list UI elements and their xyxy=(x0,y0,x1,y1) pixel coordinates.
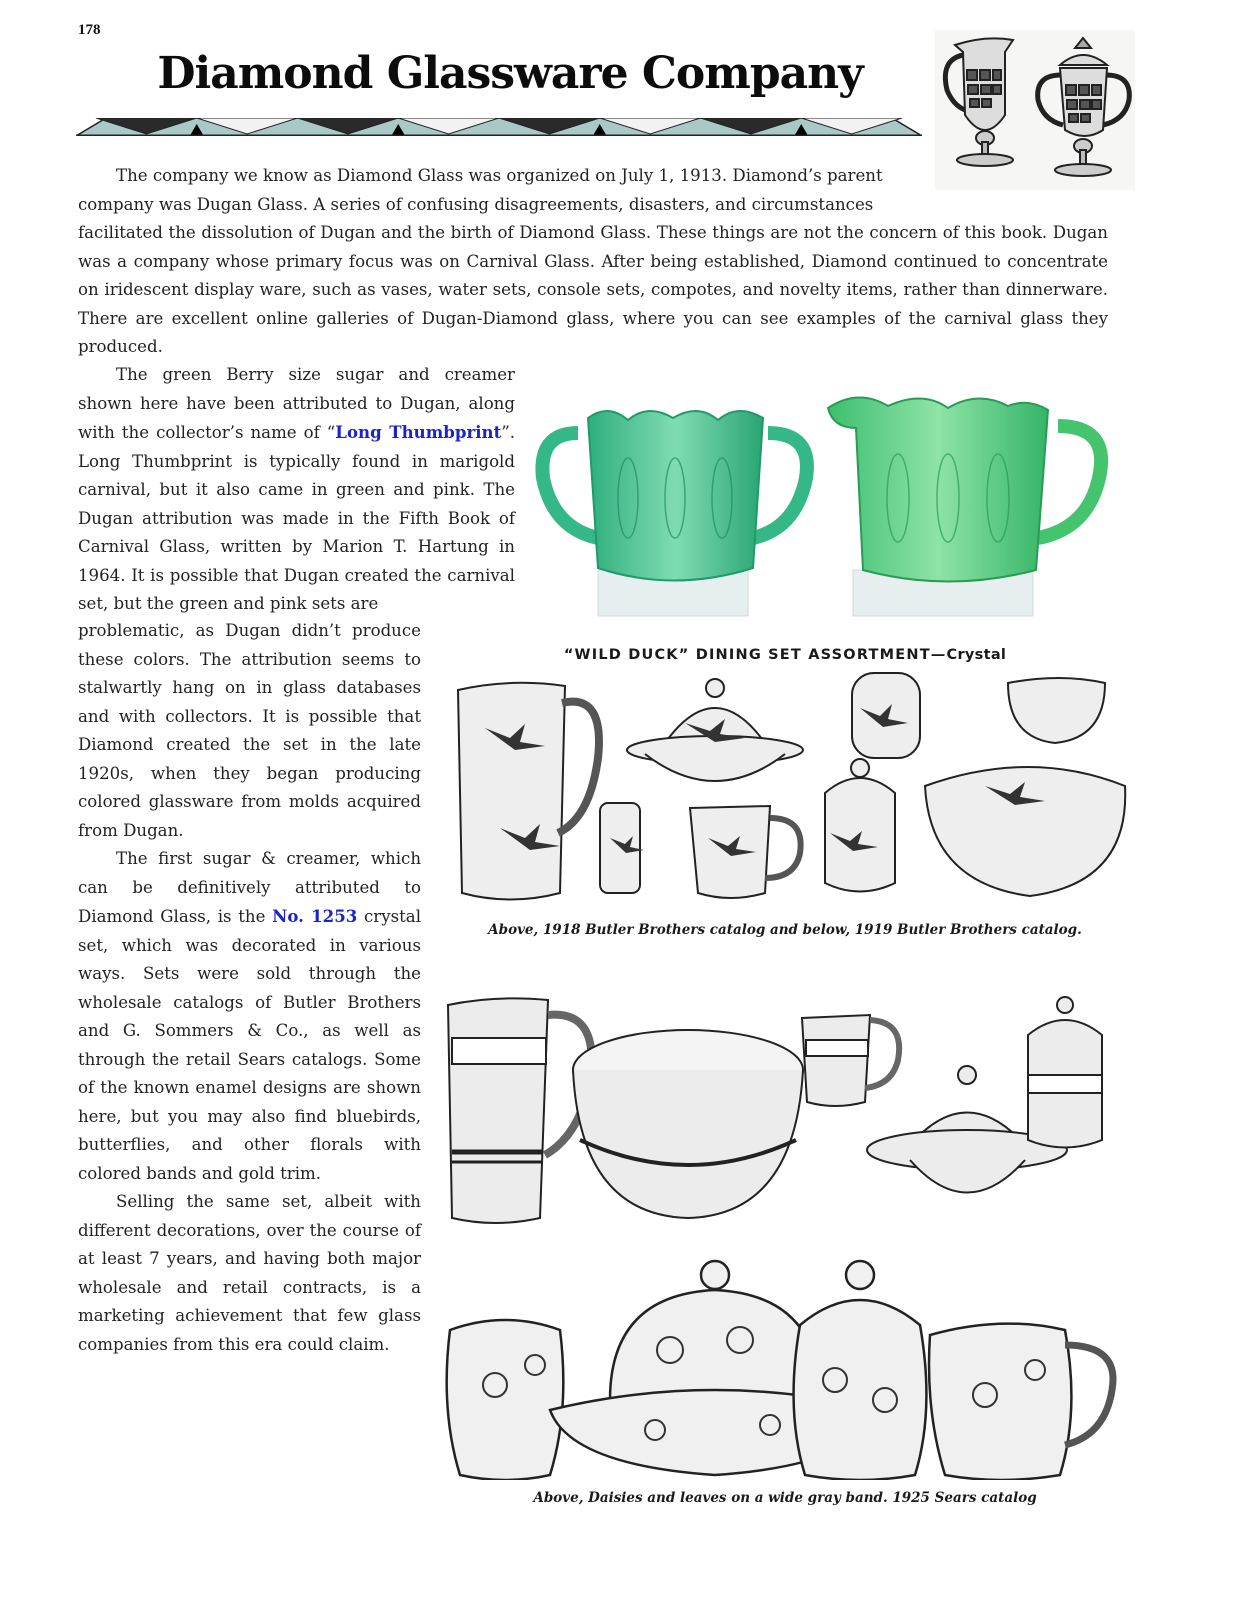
para3-before: The first sugar & creamer, which can be definitively attributed to Diamond Glass, is the xyxy=(78,849,421,926)
para3-after: crystal set, which was decorated in various ways. Sets were sold through the wholesale catalogs of Butler Brothers and G. Sommers & Co., as well as through the retail Sears catalogs. Some of the known enamel designs are shown here, but you may also find bluebirds, butterflies, and other florals with colored bands and gold trim. xyxy=(78,907,421,1183)
daisy-creamer xyxy=(929,1324,1113,1480)
daisy-sugar xyxy=(794,1261,927,1480)
catalog-caption-1918-1919: Above, 1918 Butler Brothers catalog and below, 1919 Butler Brothers catalog. xyxy=(488,922,1082,938)
long-thumbprint-paragraph xyxy=(78,361,515,619)
catalog-caption-1925-sears: Above, Daisies and leaves on a wide gray band. 1925 Sears catalog xyxy=(533,1490,1037,1506)
duck-small-bowl xyxy=(1008,678,1105,743)
wild-duck-heading-sub: Crystal xyxy=(946,647,1007,663)
page-number: 178 xyxy=(78,22,101,38)
banner-base xyxy=(76,118,922,136)
marketing-paragraph: Selling the same set, albeit with different decorations, over the course of at least 7 years, and having both major wholesale and retail contracts, is a marketing achievement that few glass companies from this era could claim. xyxy=(78,1192,421,1354)
no-1253-link[interactable]: No. 1253 xyxy=(272,906,358,926)
band-creamer xyxy=(802,1015,899,1106)
daisy-set-illustration xyxy=(440,1250,1130,1480)
floral-band-set-illustration xyxy=(440,990,1130,1230)
creamer-photo xyxy=(828,397,1101,616)
duck-large-bowl xyxy=(925,767,1125,896)
green-sugar-creamer-photo xyxy=(528,388,1110,620)
para2-after: ”. Long Thumbprint is typically found in marigold carnival, but it also came in green and pink. The Dugan attribution was made in the Fifth Book of Carnival Glass, written by Marion T. Hartung in 1964. It is possible that Dugan created the carnival set, but the green and pink sets are xyxy=(78,423,516,613)
creamer-illustration xyxy=(945,38,1013,166)
band-sugar xyxy=(1028,997,1102,1148)
band-bowl xyxy=(573,1030,803,1218)
title-banner-divider xyxy=(76,118,922,136)
sugar-bowl-photo xyxy=(542,411,806,616)
duck-sugar xyxy=(825,759,895,892)
covered-sugar-illustration xyxy=(1038,38,1130,176)
no-1253-paragraph xyxy=(78,845,421,1188)
duck-pitcher xyxy=(458,683,599,900)
page-title: Diamond Glassware Company xyxy=(157,48,863,99)
wild-duck-illustration xyxy=(440,668,1130,908)
para2-continued: problematic, as Dugan didn’t produce these colors. The attribution seems to stalwartly hang on in glass databases and with collectors. It is possible that Diamond created the set in the late 1920s, when they began producing colored glassware from molds acquired from Dugan. xyxy=(78,621,421,840)
wild-duck-heading-main: “WILD DUCK” DINING SET ASSORTMENT— xyxy=(563,647,947,663)
daisy-tumbler xyxy=(447,1320,564,1480)
narrow-column xyxy=(78,617,421,1359)
long-thumbprint-link[interactable]: Long Thumbprint xyxy=(335,422,502,442)
band-pitcher xyxy=(448,998,592,1223)
para2-before: The green Berry size sugar and creamer shown here have been attributed to Dugan, along with the collector’s name of “ xyxy=(78,365,515,442)
intro-rest: facilitated the dissolution of Dugan and the birth of Diamond Glass. These things are not the concern of this book. Dugan was a company whose primary focus was on Carnival Glass. After being established, Diamond continued to concentrate on iridescent display ware, such as vases, water sets, console sets, compotes, and novelty items, rather than dinnerware. There are excellent online galleries of Dugan-Diamond glass, where you can see examples of the carnival glass they produced. xyxy=(78,223,1108,356)
intro-paragraph xyxy=(78,162,1108,362)
wild-duck-catalog-heading xyxy=(440,647,1130,663)
intro-line-2: company was Dugan Glass. A series of confusing disagreements, disasters, and circumstances xyxy=(78,194,874,214)
intro-line-1: The company we know as Diamond Glass was organized on July 1, 1913. Diamond’s parent xyxy=(116,166,883,185)
